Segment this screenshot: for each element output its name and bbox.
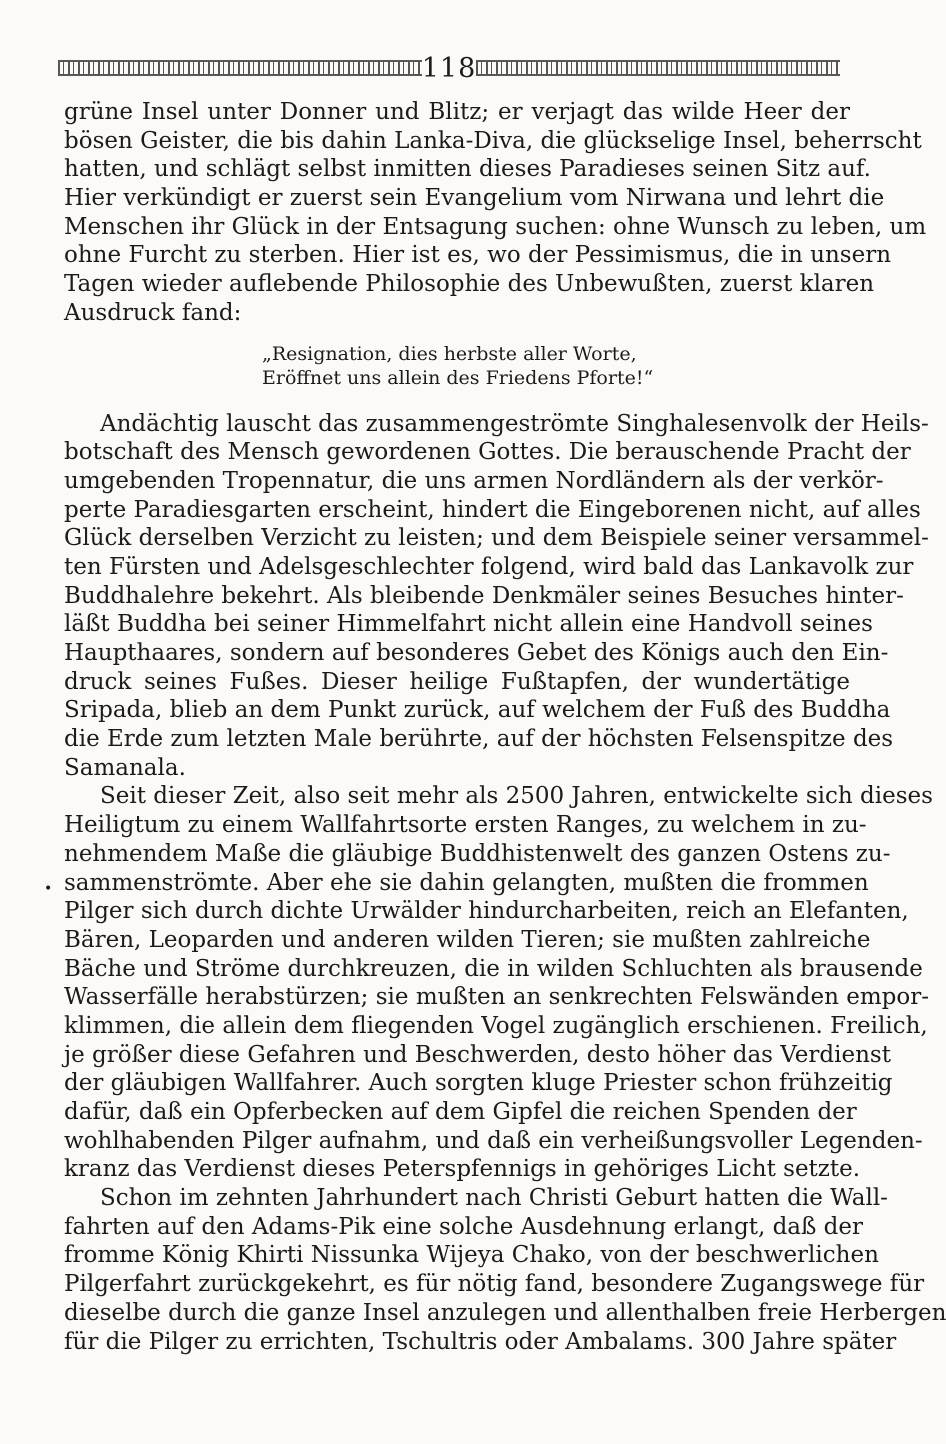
text-line: die Erde zum letzten Male berührte, auf der höchsten Felsenspitze des: [64, 726, 894, 753]
text-line: Hier verkündigt er zuerst sein Evangelium vom Nirwana und lehrt die: [64, 185, 885, 212]
text-line: Andächtig lauscht das zusammengeströmte Singhalesenvolk der Heils-: [100, 410, 929, 437]
text-line: Pilgerfahrt zurückgekehrt, es für nötig fand, besondere Zugangswege für: [64, 1271, 925, 1298]
verse-quote: [64, 342, 850, 390]
quote-line: Eröffnet uns allein des Friedens Pforte!“: [262, 366, 654, 389]
text-line: hatten, und schlägt selbst inmitten dieses Paradieses seinen Sitz auf.: [64, 156, 871, 183]
text-line: perte Paradiesgarten erscheint, hindert die Eingeborenen nicht, auf alles: [64, 496, 921, 523]
text-line: sammenströmte. Aber ehe sie dahin gelangten, mußten die frommen: [64, 869, 869, 896]
paragraph-1: [64, 98, 927, 328]
text-line: nehmendem Maße die gläubige Buddhistenwelt des ganzen Ostens zu-: [64, 840, 891, 867]
text-line: Heiligtum zu einem Wallfahrtsorte ersten Ranges, zu welchem in zu-: [64, 812, 867, 839]
text-line: Ausdruck fand:: [64, 299, 242, 326]
text-line: Bären, Leoparden und anderen wilden Tieren; sie mußten zahlreiche: [64, 926, 871, 953]
text-line: Buddhalehre bekehrt. Als bleibende Denkmäler seines Besuches hinter-: [64, 582, 904, 609]
text-line: Schon im zehnten Jahrhundert nach Christi Geburt hatten die Wall-: [100, 1185, 888, 1212]
text-line: kranz das Verdienst dieses Peterspfennigs in gehöriges Licht setzte.: [64, 1156, 861, 1183]
text-line: Sripada, blieb an dem Punkt zurück, auf welchem der Fuß des Buddha: [64, 697, 891, 724]
text-line: dafür, daß ein Opferbecken auf dem Gipfel die reichen Spenden der: [64, 1099, 857, 1125]
text-line: wohlhabenden Pilger aufnahm, und daß ein verheißungsvoller Legenden-: [64, 1127, 923, 1154]
text-line: Wasserfälle herabstürzen; sie mußten an senkrechten Felswänden empor-: [64, 984, 929, 1011]
text-line: ohne Furcht zu sterben. Hier ist es, wo der Pessimismus, die in unsern: [64, 242, 892, 269]
text-line: ten Fürsten und Adelsgeschlechter folgend, wird bald das Lankavolk zur: [64, 553, 914, 580]
text-line: Glück derselben Verzicht zu leisten; und dem Beispiele seiner versammel-: [64, 525, 929, 552]
text-line: bösen Geister, die bis dahin Lanka-Diva, die glückselige Insel, beherrscht: [64, 127, 922, 154]
text-line: dieselbe durch die ganze Insel anzulegen und allenthalben freie Herbergen: [64, 1299, 946, 1326]
text-line: grüne Insel unter Donner und Blitz; er verjagt das wilde Heer der: [64, 99, 850, 125]
text-line: umgebenden Tropennatur, die uns armen Nordländern als der verkör-: [64, 467, 884, 494]
quote-line: „Resignation, dies herbste aller Worte,: [262, 342, 637, 365]
text-line: Samanala.: [64, 754, 186, 781]
text-line: fromme König Khirti Nissunka Wijeya Chako, von der beschwerlichen: [64, 1242, 879, 1269]
text-line: Seit dieser Zeit, also seit mehr als 2500 Jahren, entwickelte sich dieses: [100, 783, 933, 810]
text-line: druck seines Fußes. Dieser heilige Fußtapfen, der wundertätige: [64, 668, 850, 695]
margin-mark: •: [44, 881, 53, 897]
paragraph-2: [64, 410, 929, 783]
text-line: botschaft des Mensch gewordenen Gottes. Die berauschende Pracht der: [64, 439, 911, 466]
text-line: Pilger sich durch dichte Urwälder hindurcharbeiten, reich an Elefanten,: [64, 898, 909, 925]
header-ornament-right: [476, 60, 840, 76]
page-header: [58, 50, 840, 86]
paragraph-3: [64, 782, 933, 1184]
page-number: 118: [421, 52, 477, 84]
header-ornament-left: [58, 60, 422, 76]
text-line: läßt Buddha bei seiner Himmelfahrt nicht allein eine Handvoll seines: [64, 611, 873, 638]
text-line: für die Pilger zu errichten, Tschultris oder Ambalams. 300 Jahre später: [64, 1328, 897, 1355]
text-line: je größer diese Gefahren und Beschwerden, desto höher das Verdienst: [64, 1041, 891, 1068]
text-line: klimmen, die allein dem fliegenden Vogel zugänglich erschienen. Freilich,: [64, 1012, 928, 1039]
paragraph-4: [64, 1184, 946, 1356]
text-line: Haupthaares, sondern auf besonderes Gebet des Königs auch den Ein-: [64, 640, 889, 666]
text-line: fahrten auf den Adams-Pik eine solche Ausdehnung erlangt, daß der: [64, 1213, 864, 1240]
page-body: [64, 98, 946, 1356]
text-line: Menschen ihr Glück in der Entsagung suchen: ohne Wunsch zu leben, um: [64, 213, 927, 240]
text-line: der gläubigen Wallfahrer. Auch sorgten kluge Priester schon frühzeitig: [64, 1070, 893, 1097]
text-line: Tagen wieder auflebende Philosophie des Unbewußten, zuerst klaren: [64, 271, 875, 298]
text-line: Bäche und Ströme durchkreuzen, die in wilden Schluchten als brausende: [64, 955, 923, 982]
